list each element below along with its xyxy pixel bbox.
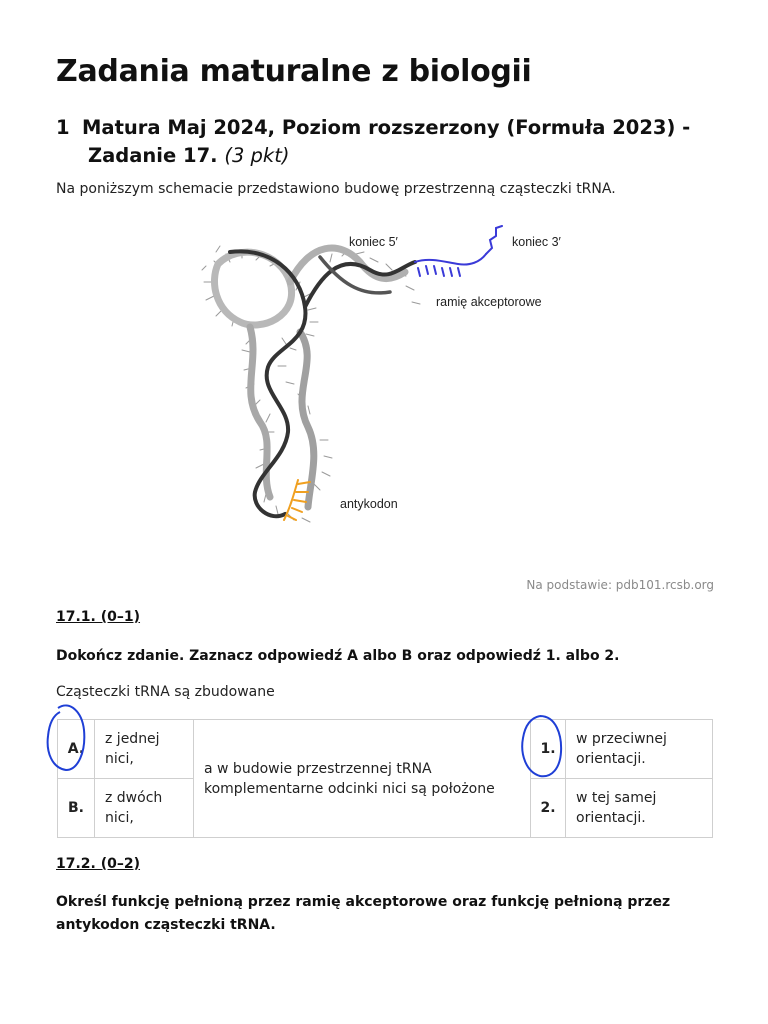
label-anticodon: antykodon: [340, 497, 398, 511]
label-end3: koniec 3′: [512, 235, 561, 249]
option-2-label[interactable]: 2.: [531, 779, 566, 838]
question-title-line2: Zadanie 17.: [88, 144, 218, 167]
label-end5: koniec 5′: [349, 235, 398, 249]
question-header: [56, 114, 716, 170]
question-title-line2-wrap: [56, 142, 716, 170]
option-1-text[interactable]: w przeciwnej orientacji.: [566, 720, 713, 779]
answer-table: [57, 719, 713, 838]
subtask-17-1-heading: 17.1. (0–1): [56, 609, 141, 625]
option-b-text[interactable]: z dwóch nici,: [95, 779, 194, 838]
label-acceptor-arm: ramię akceptorowe: [436, 295, 542, 309]
option-b-label[interactable]: B.: [58, 779, 95, 838]
sentence-stem: Cząsteczki tRNA są zbudowane: [56, 684, 275, 700]
subtask-17-2-instruction: Określ funkcję pełnioną przez ramię akceptorowe oraz funkcję pełnioną przez antykodon cząsteczki tRNA.: [56, 894, 671, 933]
subtask-17-1-instruction: Dokończ zdanie. Zaznacz odpowiedź A albo B oraz odpowiedź 1. albo 2.: [56, 648, 620, 664]
question-title-line1: Matura Maj 2024, Poziom rozszerzony (Formuła 2023) -: [82, 116, 691, 139]
middle-clause: a w budowie przestrzennej tRNA komplementarne odcinki nici są położone: [194, 720, 531, 838]
option-a-label[interactable]: A.: [58, 720, 95, 779]
subtask-17-2-heading: 17.2. (0–2): [56, 856, 141, 872]
question-intro: Na poniższym schemacie przedstawiono budowę przestrzenną cząsteczki tRNA.: [56, 181, 616, 197]
option-2-text[interactable]: w tej samej orientacji.: [566, 779, 713, 838]
question-points: (3 pkt): [224, 144, 290, 167]
table-row: [58, 720, 713, 779]
option-a-text[interactable]: z jednej nici,: [95, 720, 194, 779]
trna-structure-image: [190, 222, 590, 562]
question-number: 1: [56, 116, 70, 139]
option-1-label[interactable]: 1.: [531, 720, 566, 779]
page-title: Zadania maturalne z biologii: [56, 54, 532, 89]
trna-figure: [190, 222, 590, 562]
figure-source: Na podstawie: pdb101.rcsb.org: [526, 578, 714, 592]
